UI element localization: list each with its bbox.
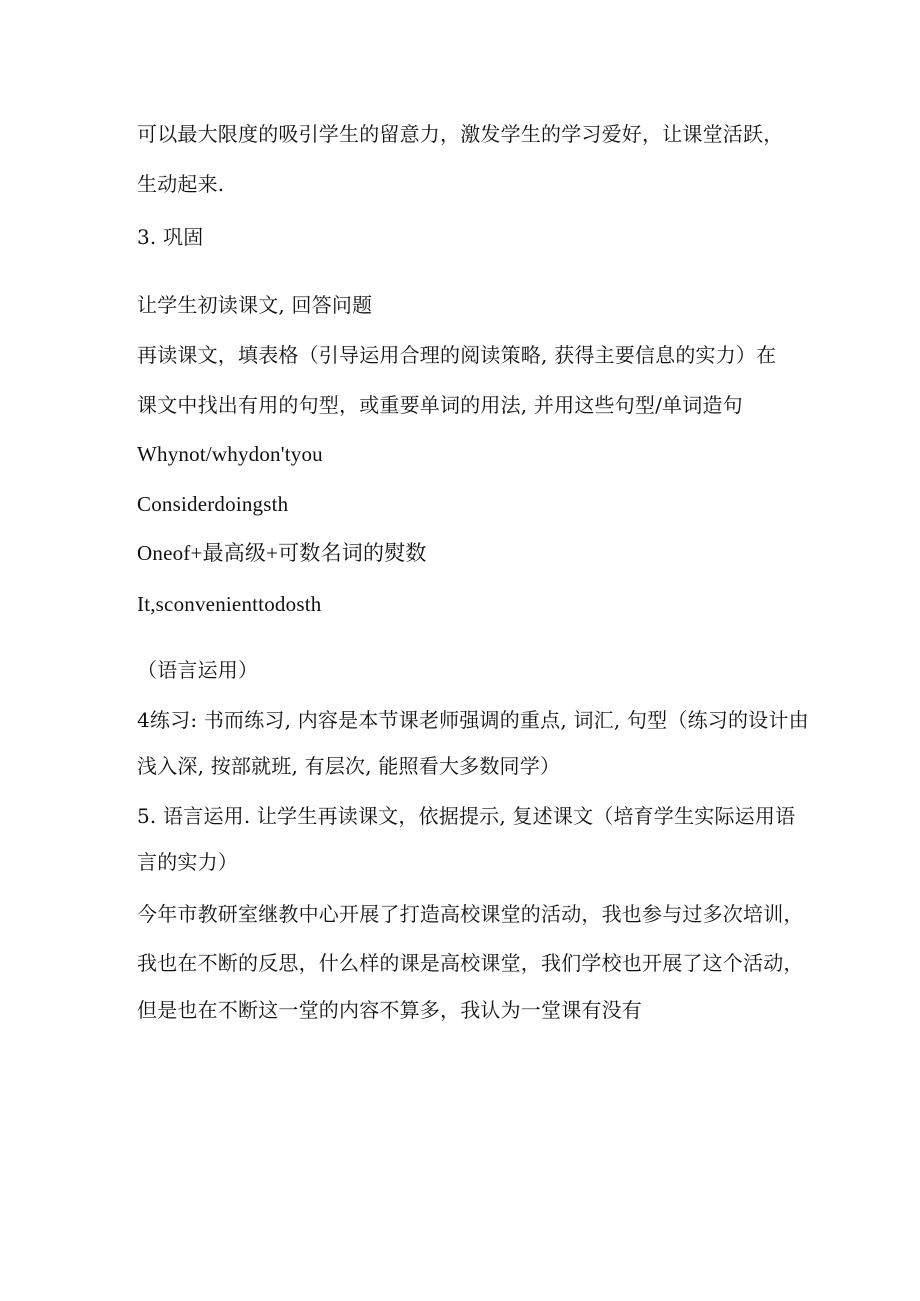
paragraph-line: 让学生初读课文, 回答问题: [137, 293, 373, 317]
section-heading: 3. 巩固: [137, 225, 204, 249]
paragraph-line: 5. 语言运用. 让学生再读课文，依据提示, 复述课文（培育学生实际运用语: [137, 804, 796, 828]
paragraph-line: 再读课文，填表格（引导运用合理的阅读策略, 获得主要信息的实力）在: [137, 343, 777, 367]
sentence-pattern: It,sconvenienttodosth: [137, 592, 322, 616]
paragraph-line: 可以最大限度的吸引学生的留意力，激发学生的学习爱好，让课堂活跃，: [137, 122, 784, 146]
paragraph-line: 课文中找出有用的句型，或重要单词的用法, 并用这些句型/单词造句: [137, 393, 743, 417]
paragraph-line: 浅入深, 按部就班, 有层次, 能照看大多数同学）: [137, 754, 561, 778]
paragraph-line: 生动起来.: [137, 172, 225, 196]
paragraph-line: 今年市教研室继教中心开展了打造高校课堂的活动，我也参与过多次培训，: [137, 902, 804, 926]
paragraph-line: 我也在不断的反思，什么样的课是高校课堂，我们学校也开展了这个活动，: [137, 951, 804, 975]
sentence-pattern: Oneof+最高级+可数名词的熨数: [137, 541, 427, 565]
section-heading: （语言运用）: [137, 658, 259, 682]
sentence-pattern: Whynot/whydon'tyou: [137, 442, 323, 466]
paragraph-line: 4练习: 书而练习, 内容是本节课老师强调的重点, 词汇, 句型（练习的设计由: [137, 708, 809, 732]
sentence-pattern: Considerdoingsth: [137, 492, 289, 516]
paragraph-line: 但是也在不断这一堂的内容不算多，我认为一堂课有没有: [137, 998, 642, 1022]
paragraph-line: 言的实力）: [137, 850, 238, 874]
